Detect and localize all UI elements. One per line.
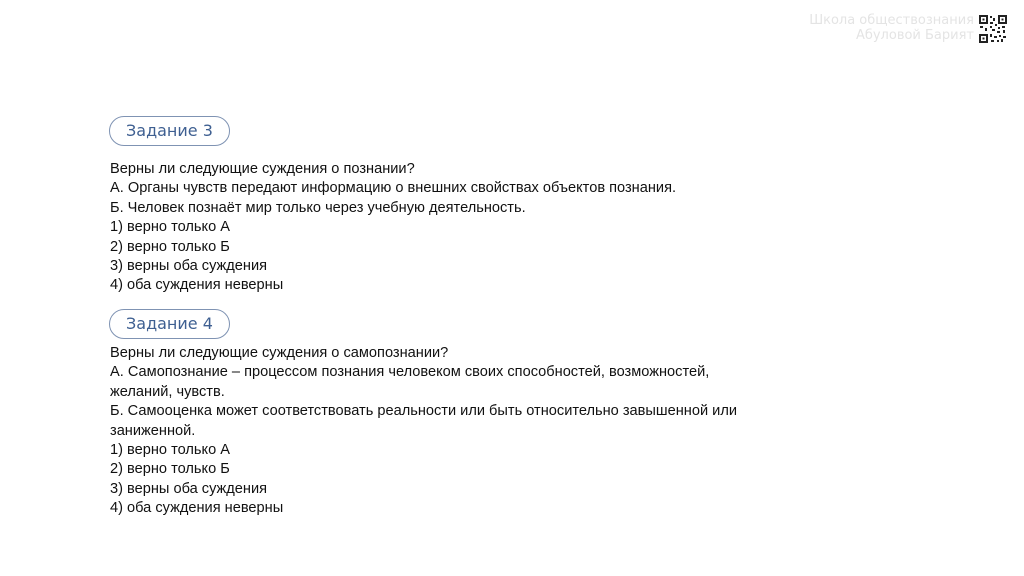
- task-3-option: 2) верно только Б: [110, 238, 230, 255]
- school-watermark: [809, 13, 974, 43]
- task-4-option: 3) верны оба суждения: [110, 480, 268, 497]
- task-3-badge: [109, 116, 230, 146]
- task-3-title: Задание 3: [126, 121, 213, 140]
- task-3-statement-a: А. Органы чувств передают информацию о внешних свойствах объектов познания.: [110, 180, 677, 197]
- task-3-option: 1) верно только А: [110, 219, 230, 236]
- task-3-option: 4) оба суждения неверны: [110, 277, 284, 294]
- task-4-statement-b: заниженной.: [110, 422, 196, 439]
- watermark-line-1: Школа обществознания: [809, 13, 974, 28]
- watermark-line-2: Абуловой Барият: [855, 28, 974, 43]
- qr-code-icon: [978, 14, 1008, 44]
- task-4-body: [110, 344, 810, 519]
- task-4-title: Задание 4: [126, 314, 213, 333]
- task-4-statement-a: желаний, чувств.: [110, 383, 225, 400]
- task-3-question: Верны ли следующие суждения о познании?: [110, 161, 415, 177]
- task-4-option: 2) верно только Б: [110, 461, 230, 478]
- task-4-statement-a: А. Самопознание – процессом познания человеком своих способностей, возможностей,: [110, 364, 710, 381]
- task-4-question: Верны ли следующие суждения о самопознании?: [110, 345, 449, 361]
- task-3-body: [110, 160, 810, 296]
- task-4-option: 4) оба суждения неверны: [110, 500, 284, 517]
- task-4-badge: [109, 309, 230, 339]
- task-3-option: 3) верны оба суждения: [110, 258, 268, 275]
- task-4-statement-b: Б. Самооценка может соответствовать реальности или быть относительно завышенной или: [110, 403, 737, 420]
- task-3-statement-b: Б. Человек познаёт мир только через учебную деятельность.: [110, 199, 526, 216]
- task-4-option: 1) верно только А: [110, 442, 230, 459]
